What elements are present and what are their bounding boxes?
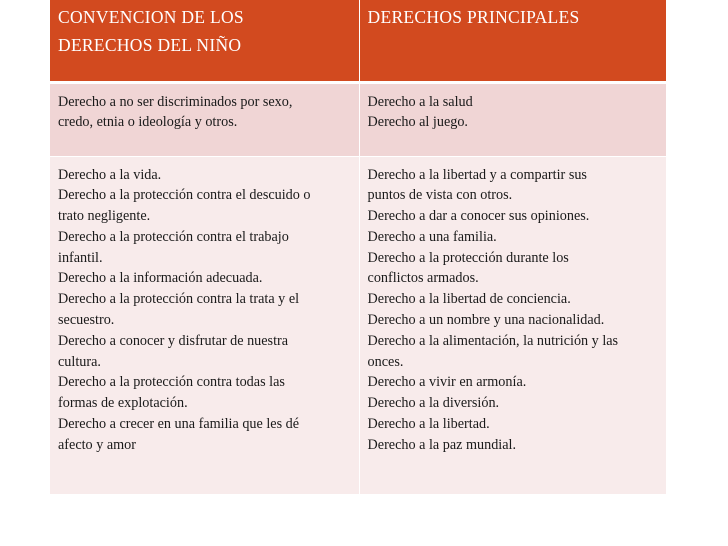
cell-line: Derecho a la paz mundial. [367,436,517,453]
cell-line: Derecho a la diversión. [367,395,500,412]
cell-line: Derecho a la protección durante los [367,249,569,266]
cell-line: credo, etnia o ideología y otros. [58,114,238,131]
cell-line: Derecho al juego. [367,114,468,131]
header-line: DERECHOS DEL NIÑO [58,35,242,55]
cell-line: Derecho a dar a conocer sus opiniones. [367,208,590,225]
cell-line: infantil. [58,249,103,266]
header-cell-main-rights [359,0,666,82]
cell-line: Derecho a la salud [367,93,473,110]
cell-line: onces. [367,353,404,370]
table-row [50,82,666,156]
cell-line: puntos de vista con otros. [367,187,513,204]
cell-line: Derecho a una familia. [367,228,497,245]
cell-line: Derecho a la vida. [58,166,162,183]
cell-line: Derecho a la protección contra el trabajo [58,228,289,245]
cell-line: Derecho a crecer en una familia que les dé [58,416,300,433]
cell-line: Derecho a la alimentación, la nutrición y las [367,332,619,349]
cell-line: secuestro. [58,312,115,329]
cell-line: trato negligente. [58,208,151,225]
cell-line: afecto y amor [58,436,136,453]
header-line: CONVENCION DE LOS [58,7,244,27]
cell-line: Derecho a no ser discriminados por sexo, [58,93,293,110]
cell-line: formas de explotación. [58,395,188,412]
cell-line: conflictos armados. [367,270,479,287]
cell-line: Derecho a la protección contra la trata y el [58,291,300,308]
table-header-row [50,0,666,82]
table-cell [50,156,359,494]
cell-line: Derecho a la libertad de conciencia. [367,291,571,308]
header-cell-convention [50,0,359,82]
table-cell [359,82,666,156]
cell-line: Derecho a la libertad. [367,416,490,433]
rights-table [50,0,666,494]
cell-line: Derecho a conocer y disfrutar de nuestra [58,332,289,349]
cell-line: Derecho a la protección contra el descuido o [58,187,311,204]
table-cell [359,156,666,494]
cell-line: Derecho a la protección contra todas las [58,374,285,391]
cell-line: cultura. [58,353,101,370]
header-line: DERECHOS PRINCIPALES [367,7,580,27]
cell-line: Derecho a la información adecuada. [58,270,263,287]
table-cell [50,82,359,156]
cell-line: Derecho a vivir en armonía. [367,374,527,391]
table-row [50,156,666,494]
cell-line: Derecho a la libertad y a compartir sus [367,166,587,183]
cell-line: Derecho a un nombre y una nacionalidad. [367,312,605,329]
